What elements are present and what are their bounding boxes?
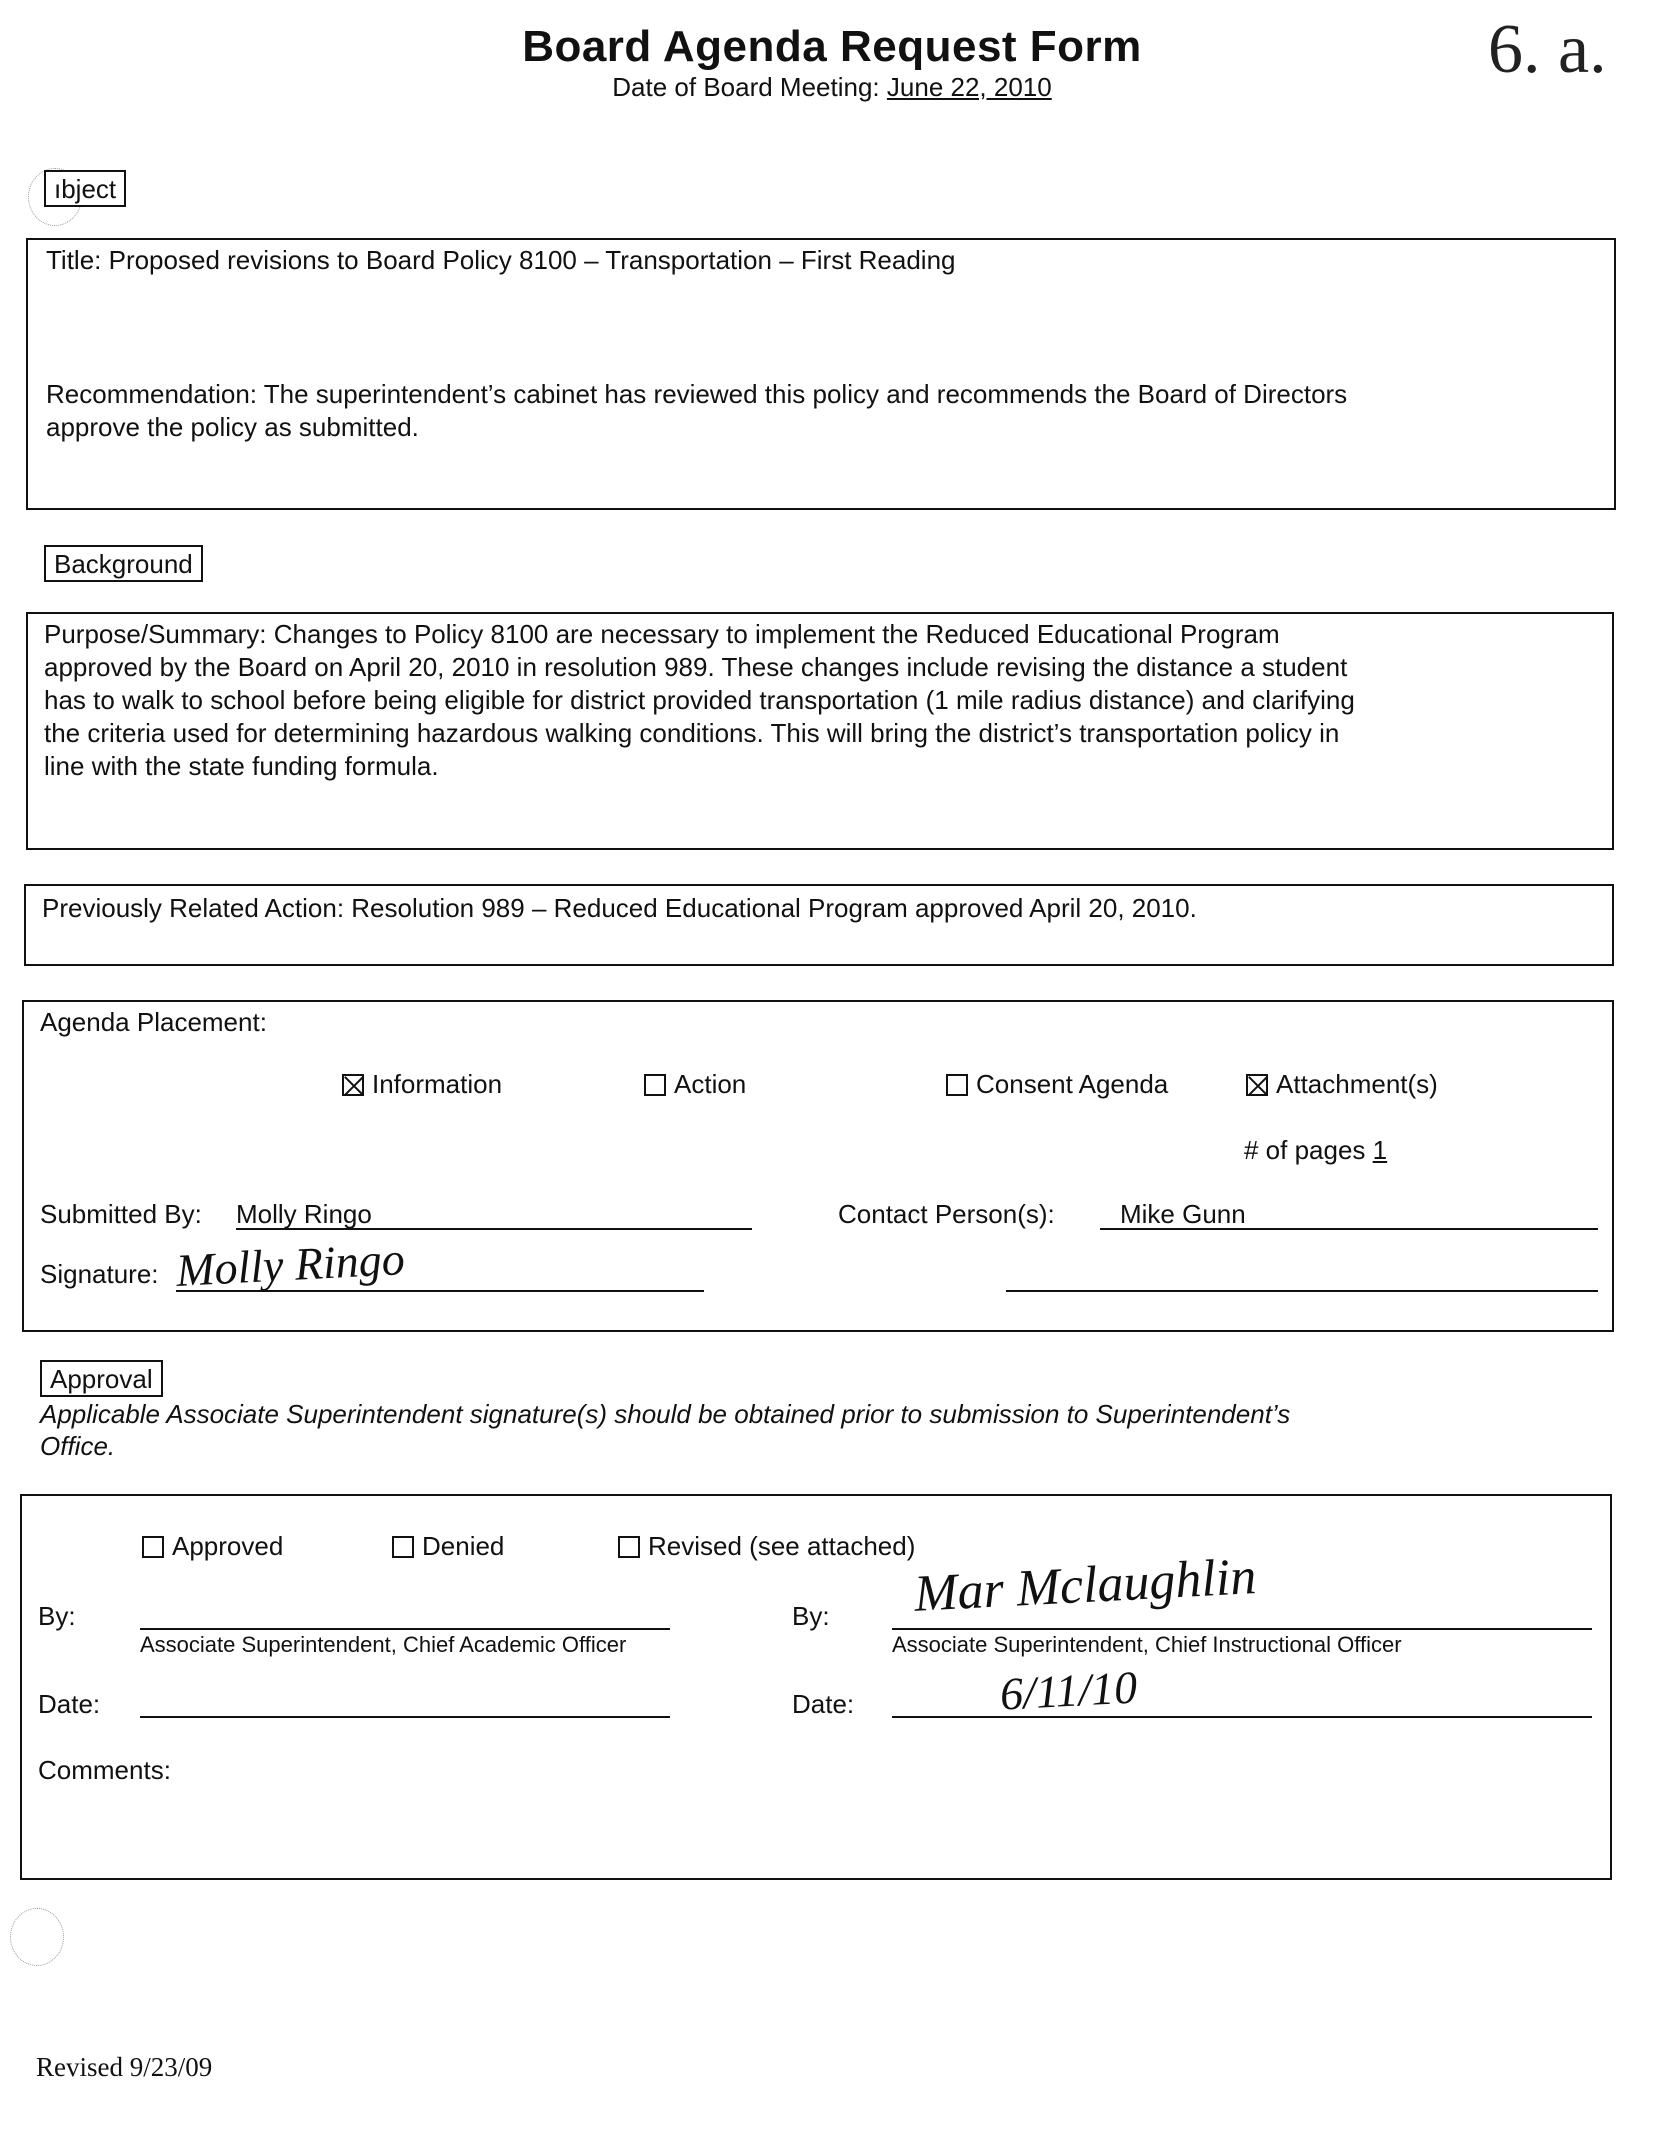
background-box — [26, 612, 1614, 850]
summary-line: approved by the Board on April 20, 2010 in resolution 989. These changes include revising the distance a student — [44, 652, 1348, 682]
recommendation-line-1: Recommendation: The superintendent’s cabinet has reviewed this policy and recommends the Board of Directors — [46, 379, 1348, 409]
denied-label: Denied — [422, 1531, 505, 1561]
contact-person-value[interactable]: Mike Gunn — [1120, 1199, 1246, 1229]
comments-label: Comments: — [38, 1755, 171, 1785]
background-tag: Background — [44, 545, 203, 582]
signature-line — [176, 1290, 704, 1292]
submitted-by-label: Submitted By: — [40, 1199, 202, 1229]
form-title: Board Agenda Request Form — [522, 22, 1142, 71]
subject-title: Title: Proposed revisions to Board Policy 8100 – Transportation – First Reading — [46, 245, 956, 275]
right-by-caption: Associate Superintendent, Chief Instructional Officer — [892, 1632, 1402, 1657]
left-by-line — [140, 1628, 670, 1630]
denied-checkbox[interactable] — [392, 1536, 414, 1558]
recommendation-line-2: approve the policy as submitted. — [46, 412, 419, 442]
subject-box — [26, 238, 1616, 510]
submitted-by-line — [236, 1228, 752, 1230]
right-date-label: Date: — [792, 1689, 855, 1719]
information-label: Information — [372, 1069, 503, 1099]
summary-line: line with the state funding formula. — [44, 751, 439, 781]
previous-action-box — [24, 884, 1614, 966]
contact-person-label: Contact Person(s): — [838, 1199, 1055, 1229]
revision-note: Revised 9/23/09 — [36, 2052, 213, 2082]
revised-checkbox[interactable] — [618, 1536, 640, 1558]
submitter-signature: Molly Ringo — [174, 1233, 406, 1296]
right-by-label: By: — [792, 1601, 830, 1631]
option-action[interactable] — [644, 1068, 746, 1101]
consent-agenda-label: Consent Agenda — [976, 1069, 1169, 1099]
approved-label: Approved — [172, 1531, 284, 1561]
left-by-label: By: — [38, 1601, 76, 1631]
right-by-line — [892, 1628, 1592, 1630]
option-revised[interactable] — [618, 1530, 915, 1563]
submitted-by-value[interactable]: Molly Ringo — [236, 1199, 372, 1229]
agenda-placement-box — [22, 1000, 1614, 1332]
revised-label: Revised (see attached) — [648, 1531, 916, 1561]
consent-agenda-checkbox[interactable] — [946, 1074, 968, 1096]
right-date-line — [892, 1716, 1592, 1718]
option-attachments[interactable] — [1246, 1068, 1438, 1101]
option-information[interactable] — [342, 1068, 502, 1101]
action-label: Action — [674, 1069, 747, 1099]
approval-box — [20, 1494, 1612, 1880]
signature-label: Signature: — [40, 1259, 159, 1289]
action-checkbox[interactable] — [644, 1074, 666, 1096]
option-approved[interactable] — [142, 1530, 283, 1563]
left-date-label: Date: — [38, 1689, 101, 1719]
agenda-placement-label: Agenda Placement: — [40, 1007, 267, 1037]
page-count-value: 1 — [1372, 1135, 1388, 1165]
page-count-label: # of pages — [1244, 1135, 1366, 1165]
option-consent-agenda[interactable] — [946, 1068, 1168, 1101]
left-by-caption: Associate Superintendent, Chief Academic Officer — [140, 1632, 627, 1657]
information-checkbox[interactable] — [342, 1074, 364, 1096]
approver-date: 6/11/10 — [998, 1661, 1139, 1720]
meeting-date-label: Date of Board Meeting: — [612, 72, 880, 102]
attachments-checkbox[interactable] — [1246, 1074, 1268, 1096]
attachments-label: Attachment(s) — [1276, 1069, 1438, 1099]
approver-signature: Mar Mclaughlin — [912, 1548, 1258, 1623]
meeting-date — [0, 72, 1664, 103]
approval-tag: Approval — [40, 1360, 163, 1397]
summary-line: the criteria used for determining hazardous walking conditions. This will bring the district’s transportation policy in — [44, 718, 1340, 748]
summary-line: has to walk to school before being eligible for district provided transportation (1 mile radius distance) and clarifying — [44, 685, 1355, 715]
agenda-item-number: 6. a. — [1488, 11, 1607, 88]
previous-action-text: Previously Related Action: Resolution 989 – Reduced Educational Program approved April 20, 2010. — [42, 893, 1197, 923]
contact-person-line — [1100, 1228, 1598, 1230]
contact-signature-line — [1006, 1290, 1598, 1292]
page-count — [1244, 1134, 1387, 1167]
meeting-date-value: June 22, 2010 — [886, 72, 1052, 102]
approval-note-line-2: Office. — [40, 1431, 116, 1461]
approval-note-line-1: Applicable Associate Superintendent signature(s) should be obtained prior to submission to Superintendent’s — [40, 1399, 1291, 1429]
punch-hole — [10, 1908, 64, 1966]
summary-line: Purpose/Summary: Changes to Policy 8100 are necessary to implement the Reduced Educational Program — [44, 619, 1280, 649]
left-date-line — [140, 1716, 670, 1718]
approved-checkbox[interactable] — [142, 1536, 164, 1558]
option-denied[interactable] — [392, 1530, 504, 1563]
subject-tag: ıbject — [44, 170, 126, 207]
